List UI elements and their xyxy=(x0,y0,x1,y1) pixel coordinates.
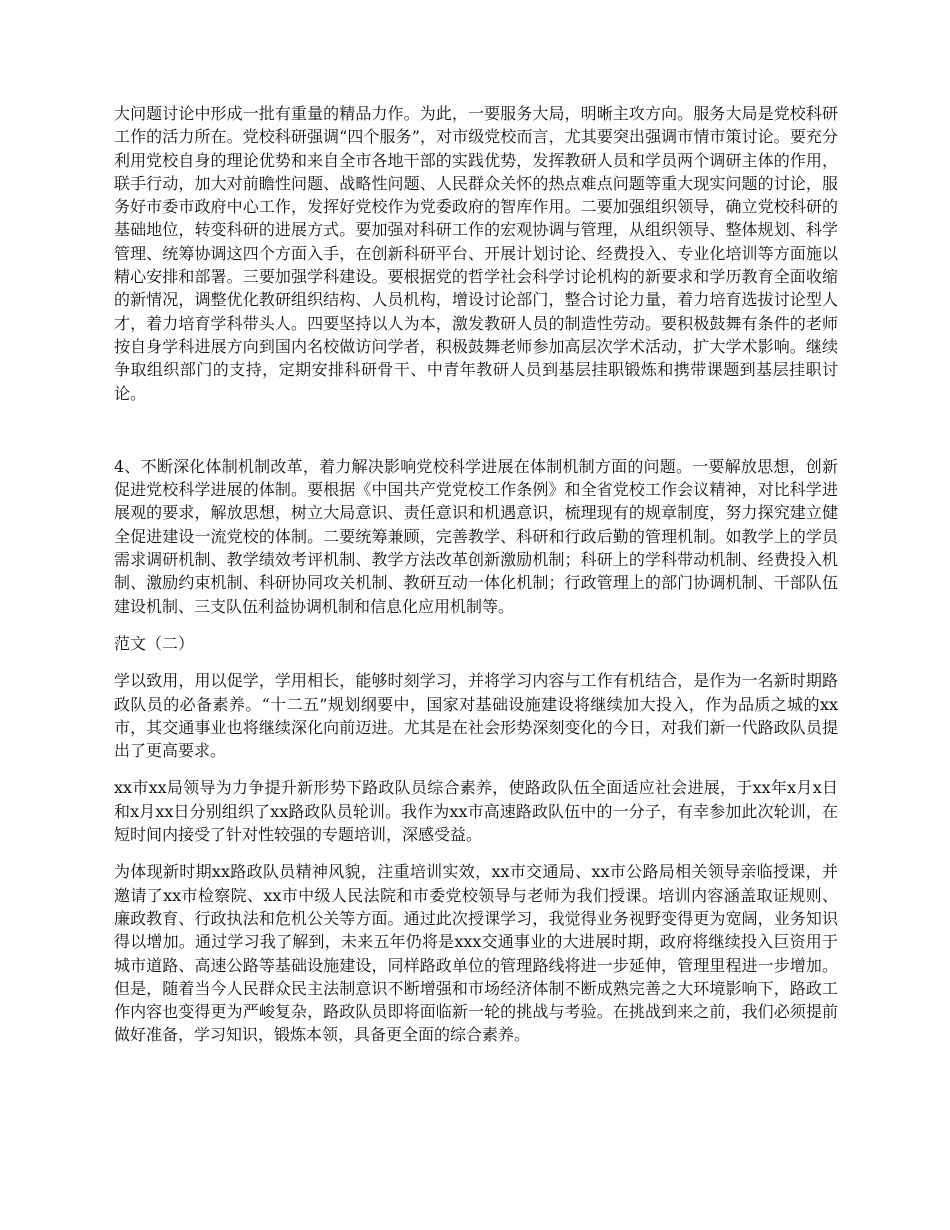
paragraph-research-strategy: 大问题讨论中形成一批有重量的精品力作。为此，一要服务大局，明晰主攻方向。服务大局是党校科研工作的活力所在。党校科研强调“四个服务”，对市级党校而言，尤其要突出强调市情市策讨论。要充分利用党校自身的理论优势和来自全市各地干部的实践优势，发挥教研人员和学员两个调研主体的作用，联手行动，加大对前瞻性问题、战略性问题、人民群众关怀的热点难点问题等重大现实问题的讨论，服务好市委市政府中心工作，发挥好党校作为党委政府的智库作用。二要加强组织领导，确立党校科研的基础地位，转变科研的进展方式。要加强对科研工作的宏观协调与管理，从组织领导、整体规划、科学管理、统筹协调这四个方面入手，在创新科研平台、开展计划讨论、经费投入、专业化培训等方面施以精心安排和部署。三要加强学科建设。要根据党的哲学社会科学讨论机构的新要求和学历教育全面收缩的新情况，调整优化教研组织结构、人员机构，增设讨论部门，整合讨论力量，着力培育选拔讨论型人才，着力培育学科带头人。四要坚持以人为本，激发教研人员的制造性劳动。要积极鼓舞有条件的老师按自身学科进展方向到国内名校做访问学者，积极鼓舞老师参加高层次学术活动，扩大学术影响。继续争取组织部门的支持，定期安排科研骨干、中青年教研人员到基层挂职锻炼和携带课题到基层挂职讨论。 xyxy=(114,104,838,403)
paragraph-learning-application: 学以致用，用以促学，学用相长，能够时刻学习，并将学习内容与工作有机结合，是作为一名新时期路政队员的必备素养。“十二五”规划纲要中，国家对基础设施建设将继续加大投入，作为品质之城的xx市，其交通事业也将继续深化向前迈进。尤其是在社会形势深刻变化的今日，对我们新一代路政队员提出了更高要求。 xyxy=(114,671,838,761)
paragraph-training-content: 为体现新时期xx路政队员精神风貌，注重培训实效，xx市交通局、xx市公路局相关领导亲临授课，并邀请了xx市检察院、xx市中级人民法院和市委党校领导与老师为我们授课。培训内容涵盖取证规则、廉政教育、行政执法和危机公关等方面。通过此次授课学习，我觉得业务视野变得更为宽阔，业务知识得以增加。通过学习我了解到，未来五年仍将是xxx交通事业的大进展时期，政府将继续投入巨资用于城市道路、高速公路等基础设施建设，同样路政单位的管理路线将进一步延伸，管理里程进一步增加。但是，随着当今人民群众民主法制意识不断增强和市场经济体制不断成熟完善之大环境影响下，路政工作内容也变得更为严峻复杂，路政队员即将面临新一轮的挑战与考验。在挑战到来之前，我们必须提前做好准备，学习知识，锻炼本领，具备更全面的综合素养。 xyxy=(114,862,838,1045)
paragraph-system-reform: 4、不断深化体制机制改革，着力解决影响党校科学进展在体制机制方面的问题。一要解放思想，创新促进党校科学进展的体制。要根据《中国共产党党校工作条例》和全省党校工作会议精神，对比科学进展观的要求，解放思想，树立大局意识、责任意识和机遇意识，梳理现有的规章制度，努力探究建立健全促进建设一流党校的体制。二要统筹兼顾，完善教学、科研和行政后勤的管理机制。如教学上的学员需求调研机制、教学绩效考评机制、教学方法改革创新激励机制；科研上的学科带动机制、经费投入机制、激励约束机制、科研协同攻关机制、教研互动一体化机制；行政管理上的部门协调机制、干部队伍建设机制、三支队伍利益协调机制和信息化应用机制等。 xyxy=(114,456,838,616)
document-body xyxy=(114,102,838,1047)
section-heading-sample-two: 范文（二） xyxy=(114,633,195,653)
paragraph-training-organization: xx市xx局领导为力争提升新形势下路政队员综合素养，使路政队伍全面适应社会进展，于xx年x月x日和x月xx日分别组织了xx路政队员轮训。我作为xx市高速路政队伍中的一分子，有幸参加此次轮训，在短时间内接受了针对性较强的专题培训，深感受益。 xyxy=(114,778,838,845)
